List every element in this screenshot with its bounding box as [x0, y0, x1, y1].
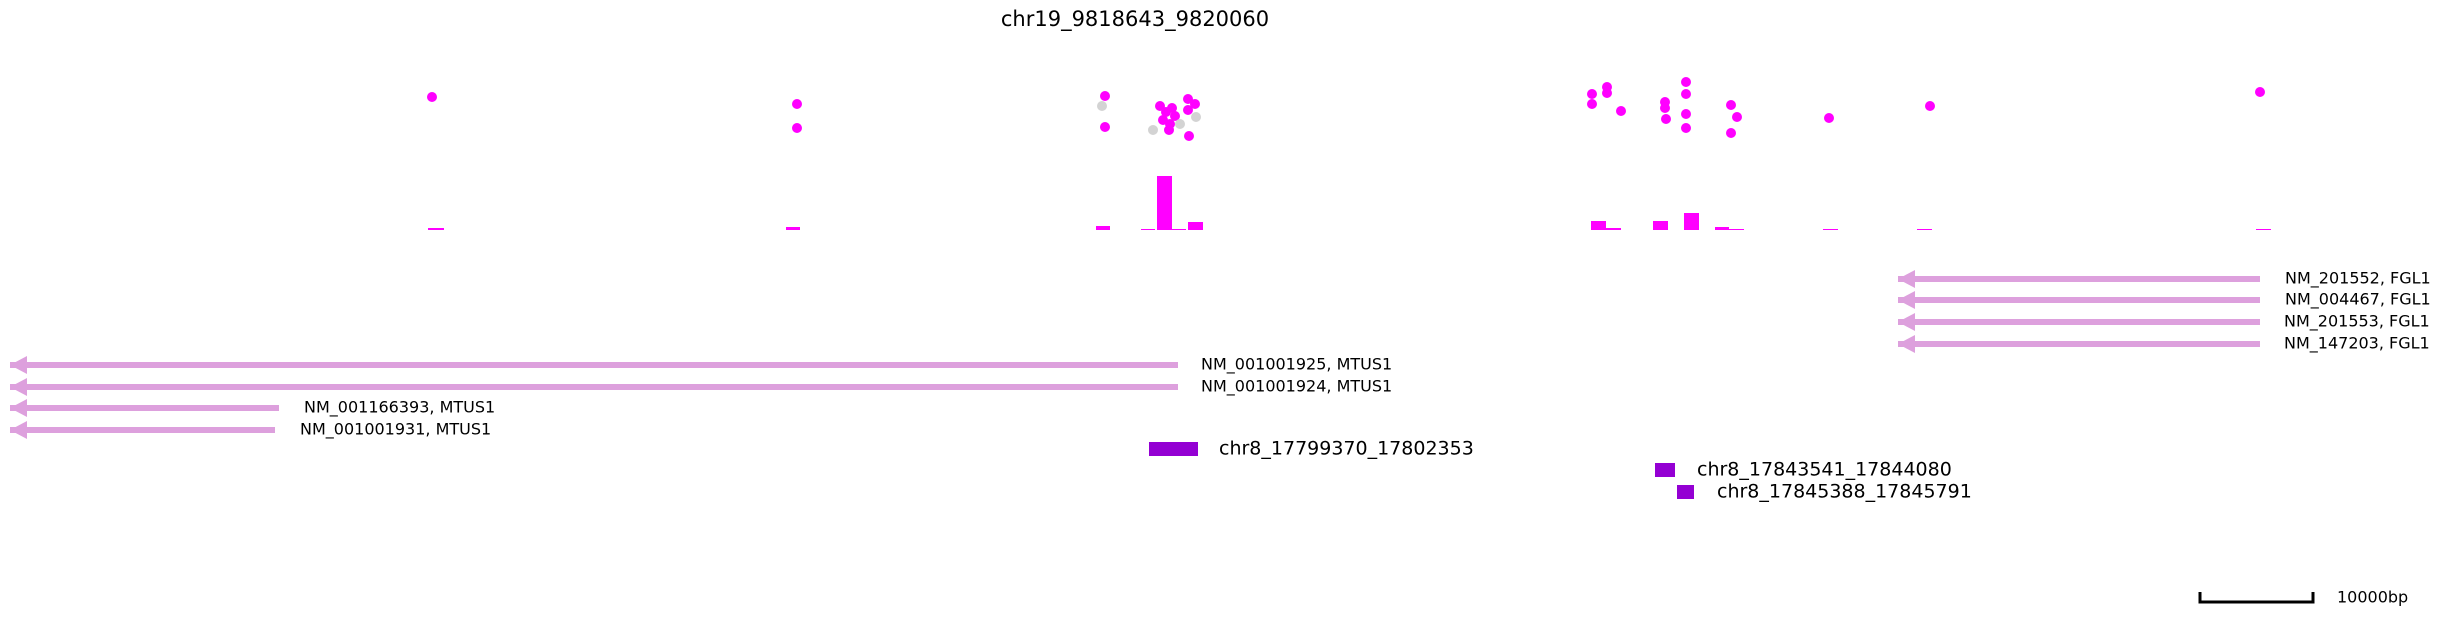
signal-bar	[1917, 229, 1932, 230]
signal-bar	[1715, 227, 1729, 230]
signal-dot	[1681, 109, 1691, 119]
signal-bars	[428, 176, 2271, 230]
transcript-label: NM_201553, FGL1	[2284, 311, 2430, 331]
transcript-NM_201552	[1898, 269, 2431, 289]
signal-bar	[1096, 226, 1110, 230]
signal-dot	[1726, 100, 1736, 110]
transcript-label: NM_001001925, MTUS1	[1201, 354, 1393, 374]
transcript-body	[1898, 276, 2260, 282]
transcript-label: NM_001001924, MTUS1	[1201, 376, 1393, 396]
transcript-NM_147203	[1898, 334, 2430, 354]
region-block	[1149, 442, 1198, 456]
scale-bar	[2200, 592, 2313, 602]
transcript-label: NM_001166393, MTUS1	[304, 397, 496, 417]
signal-dot-faint	[1191, 112, 1201, 122]
signal-dot	[792, 99, 802, 109]
region-track	[1149, 438, 1972, 503]
signal-dot	[1681, 89, 1691, 99]
transcript-NM_001001931	[10, 420, 491, 440]
region-label: chr8_17843541_17844080	[1697, 458, 1952, 481]
signal-bar	[1157, 176, 1172, 230]
transcript-NM_004467	[1898, 290, 2431, 310]
signal-bar	[1606, 228, 1621, 230]
transcript-body	[1898, 341, 2260, 347]
signal-dot	[1824, 113, 1834, 123]
signal-dot	[1661, 114, 1671, 124]
transcript-track	[10, 269, 2431, 440]
signal-dot	[1681, 77, 1691, 87]
transcript-NM_001166393	[10, 398, 495, 418]
signal-dot	[1164, 125, 1174, 135]
region-label: chr8_17845388_17845791	[1717, 480, 1972, 503]
strand-arrow-icon	[1898, 270, 1915, 288]
strand-arrow-icon	[1898, 291, 1915, 309]
transcript-body	[1898, 297, 2260, 303]
signal-bar	[2256, 229, 2271, 230]
transcript-label: NM_004467, FGL1	[2285, 289, 2431, 309]
signal-dot-faint	[1148, 125, 1158, 135]
signal-dot	[1726, 128, 1736, 138]
signal-dot	[1183, 105, 1193, 115]
region-block	[1677, 485, 1694, 499]
signal-bar	[1729, 229, 1744, 230]
signal-dot	[1681, 123, 1691, 133]
transcript-NM_201553	[1898, 312, 2430, 332]
strand-arrow-icon	[1898, 313, 1915, 331]
signal-dot	[1587, 99, 1597, 109]
signal-dot-faint	[1175, 119, 1185, 129]
transcript-label: NM_001001931, MTUS1	[300, 419, 492, 439]
signal-dot	[1587, 89, 1597, 99]
transcript-body	[10, 427, 275, 433]
signal-dot	[1100, 122, 1110, 132]
signal-dot	[1184, 131, 1194, 141]
signal-dot	[427, 92, 437, 102]
signal-bar	[1172, 229, 1186, 230]
strand-arrow-icon	[10, 399, 27, 417]
transcript-label: NM_201552, FGL1	[2285, 268, 2431, 288]
signal-bar	[1684, 213, 1699, 230]
strand-arrow-icon	[1898, 335, 1915, 353]
transcript-body	[1898, 319, 2260, 325]
signal-dot	[1602, 88, 1612, 98]
signal-dot	[1660, 103, 1670, 113]
region-chr8_17843541_17844080	[1655, 459, 1952, 481]
region-chr8_17845388_17845791	[1677, 481, 1972, 503]
signal-dot	[1925, 101, 1935, 111]
strand-arrow-icon	[10, 421, 27, 439]
signal-bar	[1823, 229, 1838, 230]
strand-arrow-icon	[10, 378, 27, 396]
signal-dot	[792, 123, 802, 133]
signal-bar	[428, 228, 444, 230]
scale-bar-line	[2200, 592, 2313, 602]
signal-dots	[427, 77, 2265, 141]
transcript-body	[10, 384, 1178, 390]
signal-bar	[1653, 221, 1668, 230]
signal-dot	[1732, 112, 1742, 122]
signal-dot-faint	[1097, 101, 1107, 111]
transcript-NM_001001925	[10, 355, 1392, 375]
signal-dot	[2255, 87, 2265, 97]
transcript-NM_001001924	[10, 377, 1392, 397]
signal-dot	[1100, 91, 1110, 101]
region-label: chr8_17799370_17802353	[1219, 437, 1474, 460]
figure-title: chr19_9818643_9820060	[1000, 7, 1270, 31]
signal-dot	[1616, 106, 1626, 116]
signal-bar	[1188, 222, 1203, 230]
signal-bar	[1591, 221, 1606, 230]
signal-bar	[786, 227, 800, 230]
region-chr8_17799370_17802353	[1149, 438, 1474, 460]
region-block	[1655, 463, 1675, 477]
transcript-body	[10, 362, 1178, 368]
transcript-label: NM_147203, FGL1	[2284, 333, 2430, 353]
signal-bar	[1141, 229, 1155, 230]
transcript-body	[10, 405, 279, 411]
scale-bar-label: 10000bp	[2337, 587, 2409, 607]
strand-arrow-icon	[10, 356, 27, 374]
